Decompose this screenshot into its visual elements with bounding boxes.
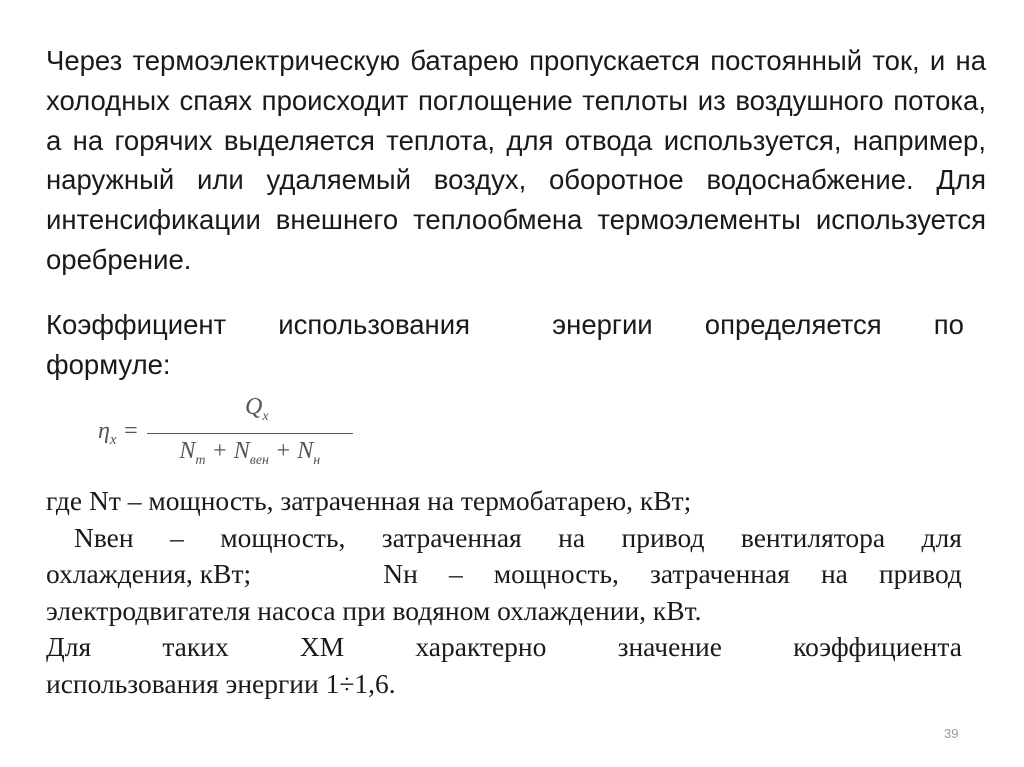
n-subscript-ven: вен — [249, 452, 269, 468]
q-subscript: x — [262, 408, 269, 424]
plus-sign: + — [211, 437, 228, 464]
definition-line-3 — [46, 556, 962, 593]
intro-paragraph: Через термоэлектрическую батарею пропускается постоянный ток, и на холодных спаях происходит поглощение теплоты из воздушного потока, а на горячих выделяется теплота, для отвода используется, например, наружный или удаляемый воздух, оборотное водоснабжение. Для интенсификации внешнего теплообмена термоэлементы используется оребрение. — [46, 45, 986, 275]
word: характерно — [415, 631, 547, 662]
equals-sign: = — [122, 418, 139, 445]
word: на — [820, 558, 848, 589]
formula-lhs — [98, 418, 139, 449]
eta-subscript: x — [109, 432, 117, 449]
word: мощность, — [220, 521, 346, 553]
q-symbol: Q — [245, 394, 263, 420]
n-subscript-n: н — [313, 452, 321, 468]
plus-sign: + — [275, 437, 292, 464]
definitions-block — [46, 483, 962, 702]
definition-line-1: где Nт – мощность, затраченная на термобатарею, кВт; — [46, 485, 692, 516]
definition-fragment: охлаждения, кВт; — [46, 558, 252, 589]
word: Nн — [383, 558, 418, 589]
definition-line-6: использования энергии 1÷1,6. — [46, 667, 396, 699]
word: затраченная — [649, 558, 790, 589]
definition-line-2 — [46, 520, 962, 557]
word: – — [170, 521, 184, 553]
word: значение — [617, 631, 722, 662]
word: – — [448, 558, 463, 589]
word: по — [933, 309, 964, 340]
definition-line-5 — [46, 629, 962, 666]
word: на — [558, 521, 586, 553]
efficiency-formula — [98, 392, 353, 476]
spacer — [282, 556, 352, 593]
n-subscript-t: т — [195, 452, 206, 468]
word: Коэффициент — [46, 309, 227, 340]
word: для — [921, 521, 962, 553]
word: энергии — [552, 309, 653, 340]
definition-line-4: электродвигателя насоса при водяном охлаждении, кВт. — [46, 594, 702, 626]
coefficient-paragraph — [46, 305, 964, 385]
n-symbol: N — [179, 437, 196, 464]
formula-numerator — [231, 392, 269, 432]
word: вентилятора — [740, 521, 886, 553]
word: ХМ — [299, 631, 345, 662]
fraction-bar — [147, 433, 353, 434]
word: затраченная — [381, 521, 522, 553]
word: таких — [162, 631, 229, 662]
word: привод — [621, 521, 705, 553]
eta-symbol: η — [98, 418, 110, 445]
n-symbol: N — [297, 437, 314, 464]
word: использования — [278, 309, 470, 340]
word: мощность, — [493, 558, 619, 589]
page-number: 39 — [944, 726, 959, 741]
word: Nвен — [74, 521, 134, 553]
formula-fraction — [147, 392, 353, 476]
n-symbol: N — [233, 437, 250, 464]
coefficient-line-2: формуле: — [46, 349, 171, 380]
word: коэффициента — [793, 631, 962, 662]
word: Для — [46, 631, 92, 662]
word: привод — [878, 558, 962, 589]
word: определяется — [704, 309, 882, 340]
coefficient-line-1 — [46, 305, 964, 345]
formula-denominator — [179, 436, 320, 476]
